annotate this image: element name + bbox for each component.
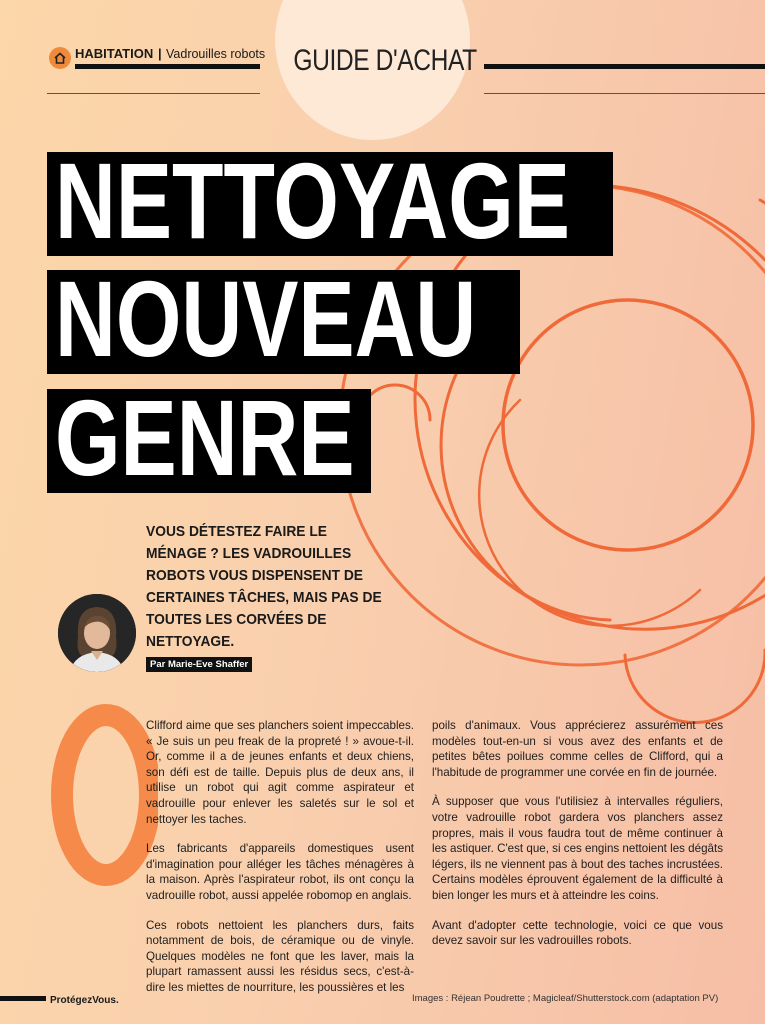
body-paragraph: Ces robots nettoient les planchers durs, faits notamment de bois, de céramique ou de vinyle. Quelques modèles ne font que les laver, mais la plupart ramassent aussi les résidus secs, c'est-à-dire les miettes de nourriture, les poussières et les (146, 918, 414, 994)
dropcap-o (46, 700, 158, 890)
section-separator: | (158, 46, 162, 61)
header-rule-right (484, 64, 765, 69)
headline-text-1: NETTOYAGE (55, 152, 570, 256)
body-paragraph: À supposer que vous l'utilisiez à intervalles réguliers, votre vadrouille robot gardera vos planchers assez propres, mais il vous faudra tout de même continuer à les astiquer. C'est que, si ces engins nettoient les dégâts légers, ils ne viennent pas à bout des taches incrustées. Certains modèles éprouvent également de la difficulté à bien longer les murs et à atteindre les coins. (432, 795, 723, 902)
house-icon (49, 47, 71, 69)
deck: VOUS DÉTESTEZ FAIRE LE MÉNAGE ? LES VADROUILLES ROBOTS VOUS DISPENSENT DE CERTAINES TÂCHES, MAIS PAS DE TOUTES LES CORVÉES DE NETTOYAGE. (146, 523, 382, 650)
kicker: GUIDE D'ACHAT (293, 44, 477, 77)
headline-line-2 (47, 270, 520, 374)
body-paragraph: poils d'animaux. Vous apprécierez assurément ces modèles tout-en-un si vous avez des enfants et de petites bêtes poilues comme celles de Clifford, qui a l'habitude de programmer une corvée en fin de journée. (432, 719, 723, 779)
body-paragraph: Avant d'adopter cette technologie, voici ce que vous devez savoir sur les vadrouilles robots. (432, 918, 723, 948)
footer-logo-text: ProtégezVous. (50, 995, 119, 1006)
section-label: HABITATION (75, 46, 154, 61)
headline-text-2: NOUVEAU (55, 270, 477, 374)
headline-text-3: GENRE (55, 389, 355, 493)
author-avatar (58, 594, 136, 672)
headline-line-3 (47, 389, 371, 493)
body-column-1 (146, 718, 414, 1010)
image-credit: Images : Réjean Poudrette ; Magicleaf/Shutterstock.com (adaptation PV) (412, 993, 719, 1004)
byline: Par Marie-Eve Shaffer (146, 657, 252, 672)
headline-line-1 (47, 152, 613, 256)
body-column-2 (432, 718, 723, 963)
body-paragraph: Les fabricants d'appareils domestiques usent d'imagination pour alléger les tâches ménagères à la maison. Après l'aspirateur robot, ils ont conçu la vadrouille robot, aussi appelée robomop en anglais. (146, 842, 414, 902)
header-rule-left (75, 64, 260, 69)
body-paragraph: Clifford aime que ses planchers soient impeccables. « Je suis un peu freak de la propreté ! » avoue-t-il. Or, comme il a de jeunes enfants et deux chiens, son défi est de taille. Depuis plus de deux ans, il utilise un robot qui agit comme aspirateur et vadrouille pour enlever les saletés sur le sol et nettoyer les taches. (146, 719, 414, 826)
header-thin-rule-right (484, 93, 765, 94)
footer-logo (0, 995, 119, 1006)
header-thin-rule-left (47, 93, 260, 94)
subsection-label: Vadrouilles robots (166, 47, 266, 61)
